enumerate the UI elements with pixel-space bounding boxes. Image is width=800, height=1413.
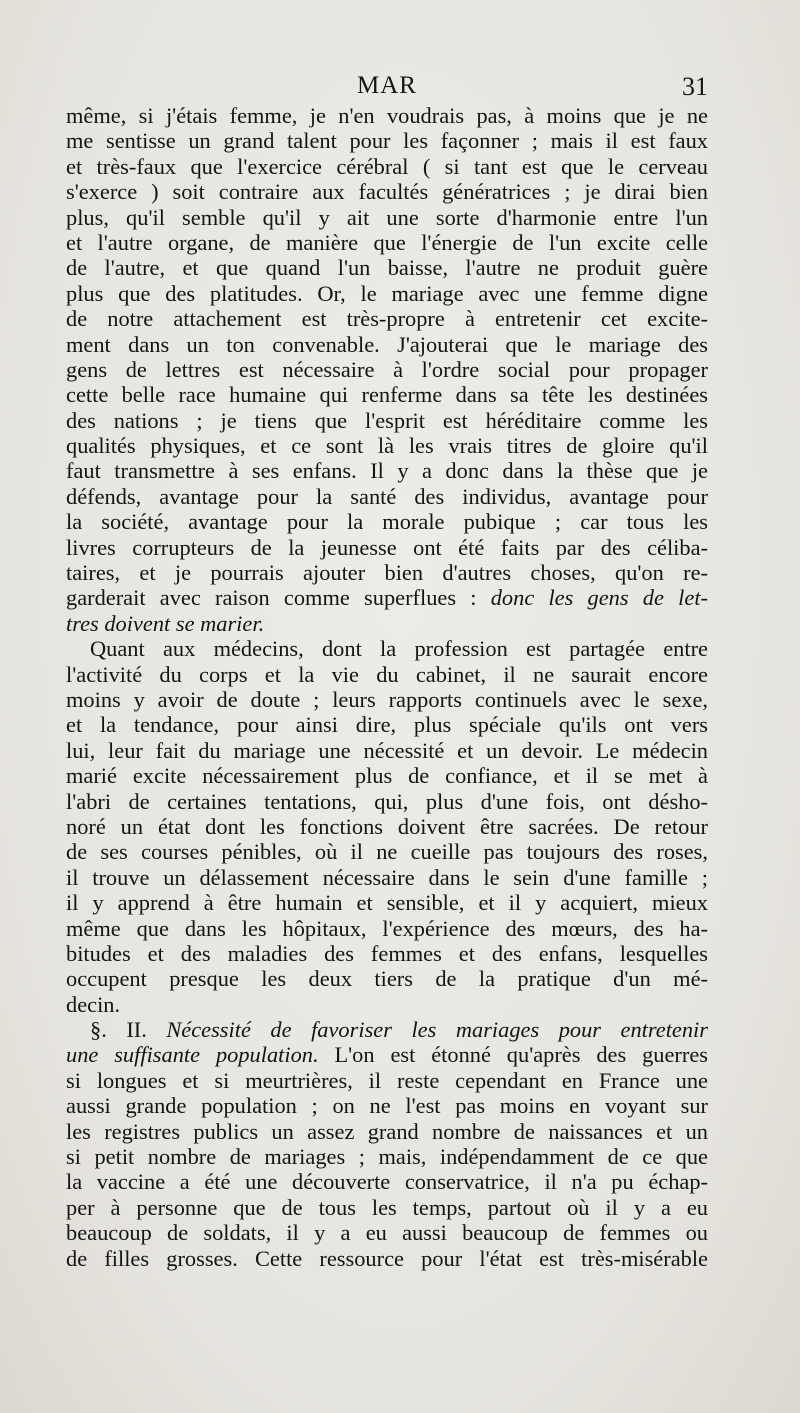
text-line (66, 1093, 708, 1118)
line-text: noré un état dont les fonctions doivent être sacrées. De retour (66, 813, 708, 839)
page-number: 31 (682, 72, 708, 101)
line-text: défends, avantage pour la santé des individus, avantage pour (66, 483, 708, 509)
line-text: ment dans un ton convenable. J'ajouterai que le mariage des (66, 331, 708, 357)
line-text: aussi grande population ; on ne l'est pas moins en voyant sur (66, 1093, 708, 1119)
text-line (66, 281, 708, 306)
line-text: la société, avantage pour la morale pubique ; car tous les (66, 509, 708, 535)
line-text: occupent presque les deux tiers de la pratique d'un mé- (66, 966, 708, 992)
line-text: livres corrupteurs de la jeunesse ont été faits par des céliba- (66, 534, 708, 560)
text-line (66, 154, 708, 179)
line-text: les registres publics un assez grand nombre de naissances et un (66, 1118, 708, 1144)
running-head: MAR (357, 72, 417, 99)
text-line (66, 763, 708, 788)
line-text: et la tendance, pour ainsi dire, plus spéciale qu'ils ont vers (66, 712, 708, 738)
line-text: il y apprend à être humain et sensible, et il y acquiert, mieux (66, 890, 708, 916)
line-text: L'on est étonné qu'après des guerres (318, 1042, 708, 1068)
text-line (66, 357, 708, 382)
line-text: la vaccine a été une découverte conservatrice, il n'a pu échap- (66, 1169, 708, 1195)
text-line (66, 890, 708, 915)
text-line (66, 255, 708, 280)
text-line (66, 179, 708, 204)
italic-text: Nécessité de favoriser les mariages pour entretenir (146, 1017, 708, 1043)
italic-text: une suffisante population. (66, 1042, 319, 1068)
line-text: decin. (66, 991, 121, 1017)
text-line (66, 1017, 708, 1042)
text-line (66, 585, 708, 610)
text-line (66, 865, 708, 890)
text-line (66, 1042, 708, 1067)
text-line (66, 992, 708, 1017)
line-text: de ses courses pénibles, où il ne cueille pas toujours des roses, (66, 839, 708, 865)
line-text: et l'autre organe, de manière que l'énergie de l'un excite celle (66, 229, 708, 255)
line-text: lui, leur fait du mariage une nécessité et un devoir. Le médecin (66, 737, 708, 763)
body-text (66, 103, 708, 1271)
text-line (66, 332, 708, 357)
text-line (66, 103, 708, 128)
page-header (66, 72, 708, 106)
line-text: de l'autre, et que quand l'un baisse, l'autre ne produit guère (66, 255, 708, 281)
line-text: beaucoup de soldats, il y a eu aussi beaucoup de femmes ou (66, 1220, 708, 1246)
line-text: si petit nombre de mariages ; mais, indépendamment de ce que (66, 1144, 708, 1170)
text-line (66, 535, 708, 560)
line-text: plus, qu'il semble qu'il y ait une sorte d'harmonie entre l'un (66, 204, 708, 230)
line-text: moins y avoir de doute ; leurs rapports continuels avec le sexe, (66, 686, 708, 712)
line-text: si longues et si meurtrières, il reste cependant en France une (66, 1067, 708, 1093)
text-line (66, 560, 708, 585)
text-line (66, 408, 708, 433)
text-line (66, 966, 708, 991)
text-line (66, 1144, 708, 1169)
text-line (66, 941, 708, 966)
line-text: plus que des platitudes. Or, le mariage avec une femme digne (66, 280, 708, 306)
text-line (66, 1068, 708, 1093)
text-line (66, 662, 708, 687)
line-text: même que dans les hôpitaux, l'expérience des mœurs, des ha- (66, 915, 708, 941)
line-text: Quant aux médecins, dont la profession est partagée entre (90, 636, 708, 662)
line-text: marié excite nécessairement plus de confiance, et il se met à (66, 763, 708, 789)
italic-text: tres doivent se marier. (66, 610, 265, 636)
text-line (66, 789, 708, 814)
line-text: l'abri de certaines tentations, qui, plus d'une fois, ont désho- (66, 788, 708, 814)
text-line (66, 382, 708, 407)
line-text: même, si j'étais femme, je n'en voudrais pas, à moins que je ne (66, 103, 708, 128)
text-line (66, 611, 708, 636)
line-text: cette belle race humaine qui renferme dans sa tête les destinées (66, 382, 708, 408)
text-line (66, 839, 708, 864)
text-line (66, 1195, 708, 1220)
text-line (66, 306, 708, 331)
text-line (66, 433, 708, 458)
line-text: il trouve un délassement nécessaire dans le sein d'une famille ; (66, 864, 708, 890)
line-text: per à personne que de tous les temps, partout où il y a eu (66, 1194, 708, 1220)
line-text: de notre attachement est très-propre à entretenir cet excite- (66, 306, 708, 332)
text-line (66, 509, 708, 534)
line-text: l'activité du corps et la vie du cabinet, il ne saurait encore (66, 661, 708, 687)
line-text: de filles grosses. Cette ressource pour l'état est très-misérable (66, 1245, 708, 1271)
text-line (66, 814, 708, 839)
text-line (66, 916, 708, 941)
line-text: garderait avec raison comme superflues : (66, 585, 477, 611)
text-line (66, 712, 708, 737)
text-line (66, 738, 708, 763)
text-line (66, 1169, 708, 1194)
text-line (66, 1119, 708, 1144)
line-text: faut transmettre à ses enfans. Il y a donc dans la thèse que je (66, 458, 708, 484)
text-line (66, 128, 708, 153)
text-line (66, 230, 708, 255)
line-text: qualités physiques, et ce sont là les vrais titres de gloire qu'il (66, 433, 708, 459)
line-text: gens de lettres est nécessaire à l'ordre social pour propager (66, 356, 708, 382)
text-line (66, 458, 708, 483)
line-text: §. II. (90, 1017, 147, 1043)
text-line (66, 205, 708, 230)
line-text: s'exerce ) soit contraire aux facultés génératrices ; je dirai bien (66, 179, 708, 205)
text-line (66, 687, 708, 712)
line-text: bitudes et des maladies des femmes et des enfans, lesquelles (66, 940, 708, 966)
line-text: me sentisse un grand talent pour les façonner ; mais il est faux (66, 128, 708, 154)
line-text: des nations ; je tiens que l'esprit est héréditaire comme les (66, 407, 708, 433)
text-line (66, 636, 708, 661)
text-line (66, 1220, 708, 1245)
text-line (66, 484, 708, 509)
line-text: et très-faux que l'exercice cérébral ( si tant est que le cerveau (66, 153, 708, 179)
italic-text: donc les gens de let- (476, 585, 708, 611)
line-text: taires, et je pourrais ajouter bien d'autres choses, qu'on re- (66, 560, 708, 586)
text-line (66, 1246, 708, 1271)
